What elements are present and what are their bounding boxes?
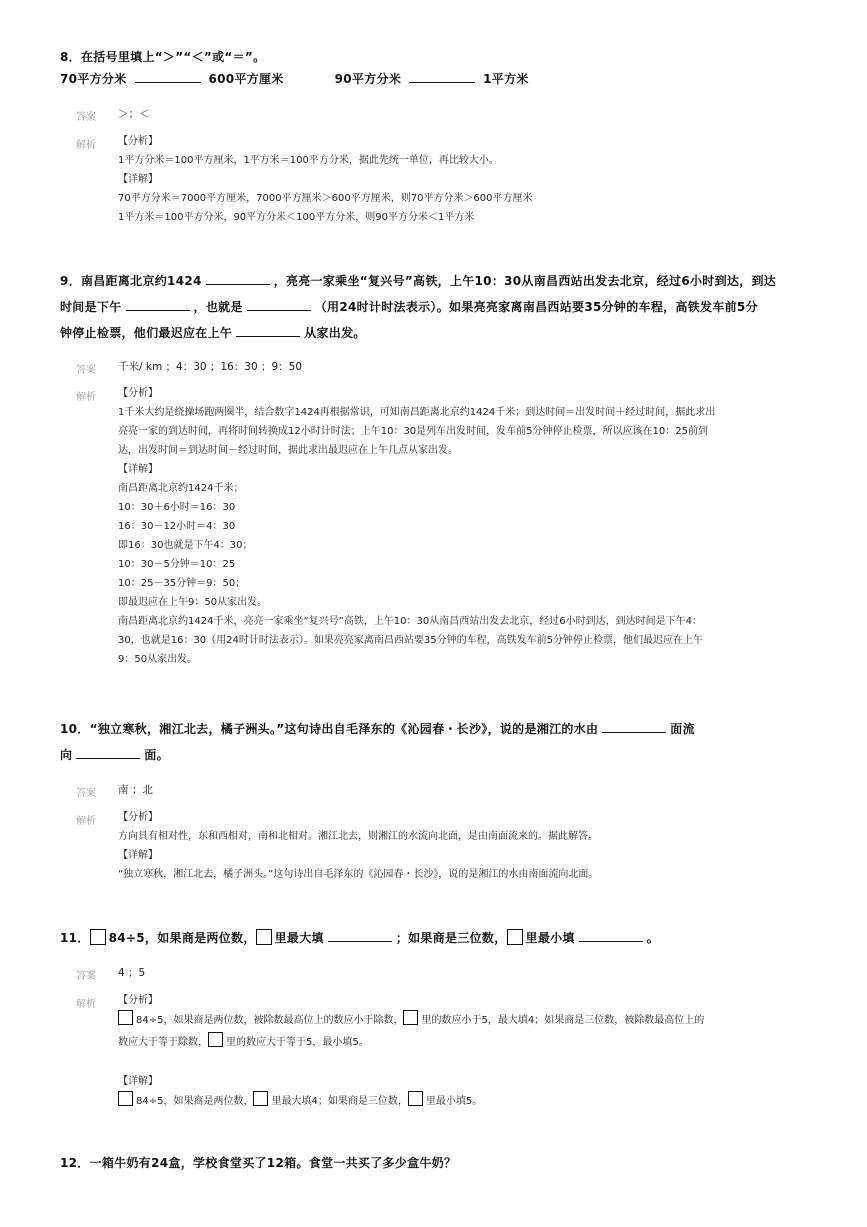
q11-blank-1[interactable]: [328, 927, 392, 942]
q8-blank-1[interactable]: [135, 68, 201, 83]
q8-blank-2[interactable]: [409, 68, 475, 83]
q9-blank-4[interactable]: [236, 322, 300, 337]
q9-answer: 千米/ km ；4：30 ；16：30 ；9：50: [118, 361, 303, 373]
digit-box[interactable]: [256, 929, 272, 945]
digit-box: [118, 1010, 133, 1025]
q8-title: 8．在括号里填上“＞”“＜”或“＝”。: [60, 50, 266, 64]
q11-solution: 【分析】 84÷5，如果商是两位数，被除数最高位上的数应小于除数， 里的数应小于5，最大填4；如果商是三位数，被除数最高位上的 数应大于等于除数， 里的数应大于等于5，最小填5。 【详解】 84÷5，如果商是两位数， 里最大填4；如果商是三位数， 里最小填5。: [118, 995, 705, 1107]
digit-box: [253, 1091, 268, 1106]
digit-box: [208, 1032, 223, 1047]
digit-box[interactable]: [507, 929, 523, 945]
answer-label: 答案: [76, 971, 96, 982]
q9-blank-3[interactable]: [247, 296, 311, 311]
q8-solution: 【分析】 1平方分米＝100平方厘米，1平方米＝100平方分米，据此先统一单位，再比较大小。 【详解】 70平方分米＝7000平方厘米，7000平方厘米＞600平方厘米，则70平方分米＞600平方厘米 1平方米＝100平方分米，90平方分米＜100平方分米，则90平方分米＜1平方米: [118, 136, 533, 223]
analysis-label: 解析: [76, 816, 96, 827]
q10-answer: 南 ；北: [118, 784, 153, 796]
q9-solution: 【分析】 1千米大约是绕操场跑两圈半，结合数字1424再根据常识，可知南昌距离北京约1424千米；到达时间＝出发时间＋经过时间，据此求出 亮亮一家的到达时间，再将时间转换成12小时计时法；上午10：30是列车出发时间，发车前5分钟停止检票，所以应该在10：25前到 达，出发时间＝到达时间－经过时间，据此求出最迟应在上午几点从家出发。 【详解】 南昌距离北京约1424千米； 10：30＋6小时＝16：30 16：30－12小时＝4：30 即16：30也就是下午4：30； 10：30－5分钟＝10：25 10：25－35分钟＝9：50； 即最迟应在上午9：50从家出发。 南昌距离北京约1424千米，亮亮一家乘坐“复兴号”高铁，上午10：30从南昌西站出发去北京，经过6小时到达，到达时间是下午4： 30，也就是16：30（用24时计时法表示）。如果亮亮家离南昌西站要35分钟的车程，高铁发车前5分钟停止检票，他们最迟应在上午 9：50从家出发。: [118, 388, 716, 665]
q9-blank-1[interactable]: [206, 270, 270, 285]
q9-title: 9．南昌距离北京约1424 ，亮亮一家乘坐“复兴号”高铁，上午10：30从南昌西站出发去北京，经过6小时到达，到达 时间是下午 ，也就是 （用24时计时法表示）。如果亮亮家离南昌西站要35分钟的车程，高铁发车前5分 钟停止检票，他们最迟应在上午 从家出发。: [60, 268, 800, 346]
digit-box[interactable]: [90, 929, 106, 945]
q11-answer: 4 ；5: [118, 967, 146, 979]
q10-blank-1[interactable]: [602, 718, 666, 733]
q11-blank-2[interactable]: [579, 927, 643, 942]
q8-answer: ＞；＜: [118, 108, 150, 120]
analysis-label: 解析: [76, 999, 96, 1010]
analysis-label: 解析: [76, 392, 96, 403]
answer-label: 答案: [76, 365, 96, 376]
q8-line: 70平方分米 600平方厘米 90平方分米 1平方米: [60, 66, 800, 92]
answer-label: 答案: [76, 788, 96, 799]
digit-box: [403, 1010, 418, 1025]
q11-title: 11． 84÷5，如果商是两位数， 里最大填 ；如果商是三位数， 里最小填 。: [60, 925, 800, 951]
q12-title: 12．一箱牛奶有24盒，学校食堂买了12箱。食堂一共买了多少盒牛奶？: [60, 1156, 457, 1170]
digit-box: [118, 1091, 133, 1106]
q10-blank-2[interactable]: [76, 744, 140, 759]
q9-blank-2[interactable]: [126, 296, 190, 311]
q10-title: 10．“独立寒秋，湘江北去，橘子洲头。”这句诗出自毛泽东的《沁园春・长沙》，说的是湘江的水由 面流 向 面。: [60, 716, 800, 768]
q10-solution: 【分析】 方向具有相对性，东和西相对，南和北相对。湘江北去，则湘江的水流向北面，是由南面流来的。据此解答。 【详解】 “独立寒秋，湘江北去，橘子洲头。”这句诗出自毛泽东的《沁园春・长沙》，说的是湘江的水由南面流向北面。: [118, 812, 599, 880]
analysis-label: 解析: [76, 140, 96, 151]
digit-box: [408, 1091, 423, 1106]
answer-label: 答案: [76, 112, 96, 123]
